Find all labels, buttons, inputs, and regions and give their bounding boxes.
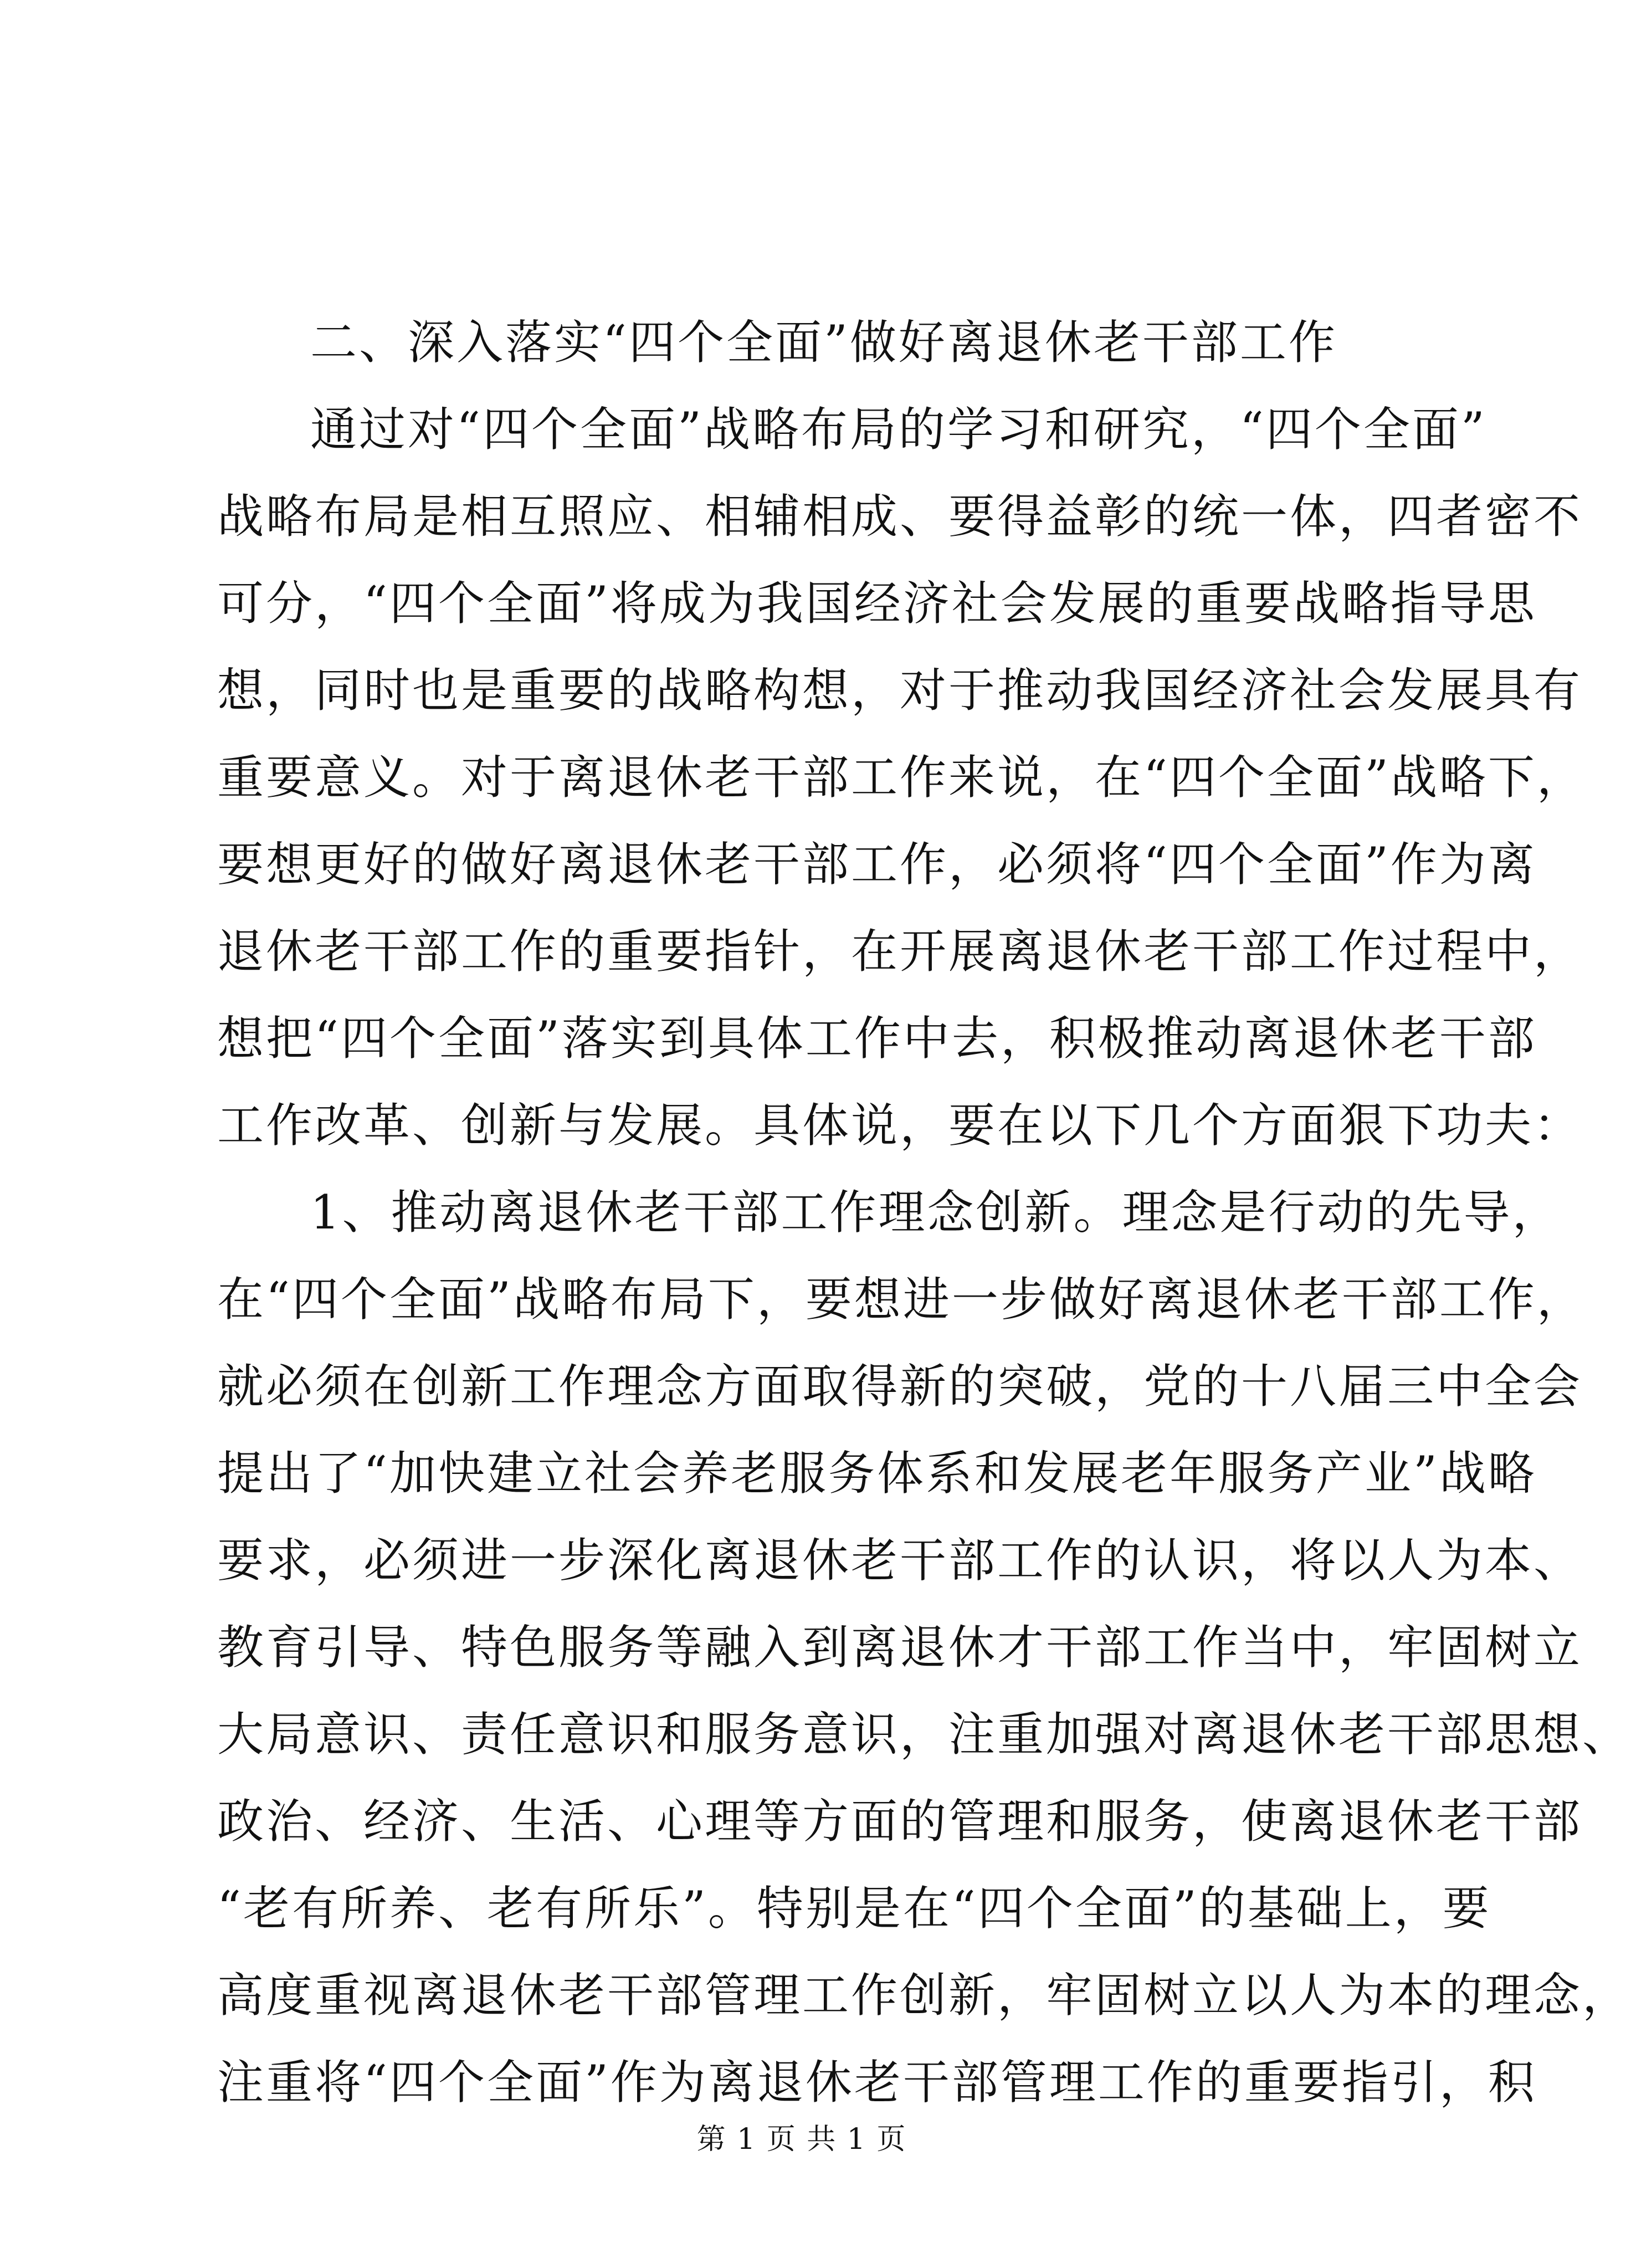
paragraph-line: 要想更好的做好离退休老干部工作，必须将“四个全面”作为离 xyxy=(217,837,1537,892)
page-footer: 第 1 页 共 1 页 xyxy=(696,2123,907,2156)
paragraph-1 xyxy=(217,386,1586,1169)
document-body xyxy=(217,299,1631,2126)
paragraph-line: 退休老干部工作的重要指针，在开展离退休老干部工作过程中， xyxy=(217,924,1583,979)
paragraph-line: 想，同时也是重要的战略构想，对于推动我国经济社会发展具有 xyxy=(217,663,1583,718)
paragraph-line: 要求，必须进一步深化离退休老干部工作的认识，将以人为本、 xyxy=(217,1533,1583,1588)
paragraph-line: 高度重视离退休老干部管理工作创新，牢固树立以人为本的理念， xyxy=(217,1968,1631,2023)
paragraph-line: 教育引导、特色服务等融入到离退休才干部工作当中，牢固树立 xyxy=(217,1620,1583,1675)
paragraph-line: 1、推动离退休老干部工作理念创新。理念是行动的先导， xyxy=(310,1185,1561,1240)
paragraph-line: 工作改革、创新与发展。具体说，要在以下几个方面狠下功夫： xyxy=(217,1098,1583,1153)
paragraph-line: 就必须在创新工作理念方面取得新的突破，党的十八届三中全会 xyxy=(217,1359,1583,1414)
paragraph-line: 提出了“加快建立社会养老服务体系和发展老年服务产业”战略 xyxy=(217,1446,1537,1501)
paragraph-line: 可分，“四个全面”将成为我国经济社会发展的重要战略指导思 xyxy=(217,576,1537,631)
paragraph-2 xyxy=(217,1169,1631,2126)
paragraph-line: 在“四个全面”战略布局下，要想进一步做好离退休老干部工作， xyxy=(217,1272,1586,1327)
paragraph-line: 大局意识、责任意识和服务意识，注重加强对离退休老干部思想、 xyxy=(217,1707,1631,1762)
paragraph-line: “老有所养、老有所乐”。特别是在“四个全面”的基础上，要 xyxy=(217,1881,1491,1936)
section-heading: 二、深入落实“四个全面”做好离退休老干部工作 xyxy=(310,315,1337,370)
paragraph-line: 注重将“四个全面”作为离退休老干部管理工作的重要指引，积 xyxy=(217,2055,1537,2110)
paragraph-line: 通过对“四个全面”战略布局的学习和研究，“四个全面” xyxy=(310,402,1487,457)
paragraph-line: 想把“四个全面”落实到具体工作中去，积极推动离退休老干部 xyxy=(217,1011,1537,1066)
paragraph-line: 政治、经济、生活、心理等方面的管理和服务，使离退休老干部 xyxy=(217,1794,1583,1849)
paragraph-line: 重要意义。对于离退休老干部工作来说，在“四个全面”战略下， xyxy=(217,750,1586,805)
paragraph-line: 战略布局是相互照应、相辅相成、要得益彰的统一体，四者密不 xyxy=(217,489,1583,544)
